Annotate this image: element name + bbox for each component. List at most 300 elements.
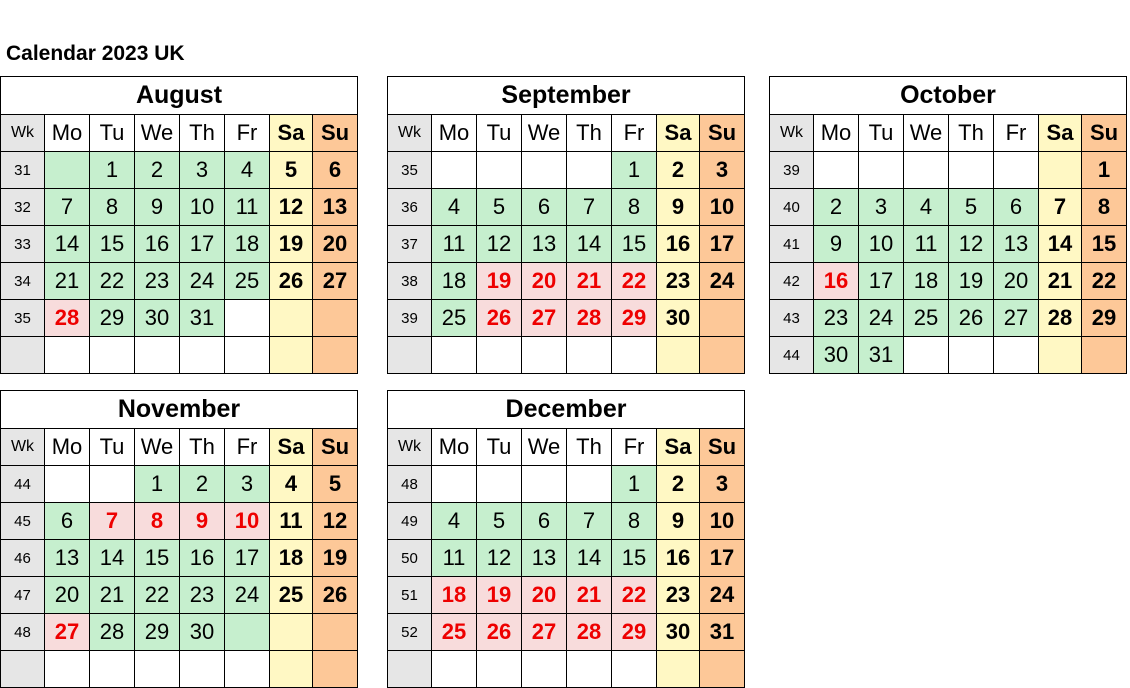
day-cell: 12 bbox=[477, 226, 522, 263]
week-number: 37 bbox=[388, 226, 432, 263]
day-cell: 2 bbox=[180, 466, 225, 503]
weekday-header: Sa bbox=[657, 115, 700, 152]
day-cell: 3 bbox=[700, 466, 745, 503]
day-cell: 16 bbox=[135, 226, 180, 263]
week-number: 48 bbox=[388, 466, 432, 503]
month-name: August bbox=[1, 77, 358, 115]
day-cell bbox=[994, 337, 1039, 374]
day-cell: 21 bbox=[45, 263, 90, 300]
day-cell bbox=[904, 337, 949, 374]
week-number bbox=[388, 651, 432, 688]
week-row bbox=[1, 614, 358, 651]
day-cell bbox=[45, 651, 90, 688]
day-cell: 14 bbox=[567, 540, 612, 577]
day-cell bbox=[522, 466, 567, 503]
week-number: 38 bbox=[388, 263, 432, 300]
weekday-header: We bbox=[135, 115, 180, 152]
day-cell bbox=[612, 651, 657, 688]
week-row bbox=[388, 577, 745, 614]
weekday-header: Mo bbox=[432, 429, 477, 466]
day-cell bbox=[135, 651, 180, 688]
day-cell bbox=[1039, 152, 1082, 189]
day-cell bbox=[904, 152, 949, 189]
month-calendar-october bbox=[769, 76, 1127, 374]
day-cell: 29 bbox=[1082, 300, 1127, 337]
week-row bbox=[1, 226, 358, 263]
day-cell: 4 bbox=[270, 466, 313, 503]
day-cell: 30 bbox=[814, 337, 859, 374]
day-cell: 7 bbox=[45, 189, 90, 226]
day-cell: 5 bbox=[313, 466, 358, 503]
weekday-header: Sa bbox=[270, 429, 313, 466]
day-cell: 10 bbox=[700, 503, 745, 540]
holiday-day-cell: 28 bbox=[567, 300, 612, 337]
month-name: October bbox=[770, 77, 1127, 115]
weekday-header: We bbox=[522, 429, 567, 466]
day-cell: 15 bbox=[1082, 226, 1127, 263]
day-cell: 28 bbox=[90, 614, 135, 651]
day-cell bbox=[612, 337, 657, 374]
day-cell: 23 bbox=[814, 300, 859, 337]
day-cell: 4 bbox=[904, 189, 949, 226]
day-cell: 25 bbox=[270, 577, 313, 614]
day-cell: 19 bbox=[949, 263, 994, 300]
day-cell: 5 bbox=[270, 152, 313, 189]
day-cell: 26 bbox=[270, 263, 313, 300]
week-number: 45 bbox=[1, 503, 45, 540]
day-cell bbox=[522, 651, 567, 688]
day-cell bbox=[90, 651, 135, 688]
weekday-header: Sa bbox=[1039, 115, 1082, 152]
week-number: 47 bbox=[1, 577, 45, 614]
day-cell bbox=[313, 337, 358, 374]
day-cell: 2 bbox=[814, 189, 859, 226]
day-cell bbox=[313, 300, 358, 337]
day-cell bbox=[477, 466, 522, 503]
day-cell: 18 bbox=[432, 263, 477, 300]
day-cell: 22 bbox=[1082, 263, 1127, 300]
day-cell: 18 bbox=[270, 540, 313, 577]
day-cell: 14 bbox=[90, 540, 135, 577]
day-cell: 13 bbox=[522, 226, 567, 263]
day-cell: 15 bbox=[612, 540, 657, 577]
day-cell: 27 bbox=[994, 300, 1039, 337]
weekday-header: Tu bbox=[90, 429, 135, 466]
day-cell: 11 bbox=[432, 226, 477, 263]
week-row bbox=[388, 152, 745, 189]
day-cell bbox=[522, 337, 567, 374]
weekday-header: Tu bbox=[477, 115, 522, 152]
day-cell: 26 bbox=[313, 577, 358, 614]
day-cell: 21 bbox=[90, 577, 135, 614]
weekday-header: Fr bbox=[225, 115, 270, 152]
day-cell bbox=[270, 614, 313, 651]
week-number bbox=[1, 651, 45, 688]
week-number-header: Wk bbox=[1, 115, 45, 152]
day-cell bbox=[225, 614, 270, 651]
day-cell: 16 bbox=[180, 540, 225, 577]
week-number: 43 bbox=[770, 300, 814, 337]
day-cell: 4 bbox=[225, 152, 270, 189]
day-cell bbox=[180, 651, 225, 688]
day-cell: 31 bbox=[859, 337, 904, 374]
day-cell bbox=[477, 337, 522, 374]
day-cell: 14 bbox=[45, 226, 90, 263]
holiday-day-cell: 27 bbox=[522, 300, 567, 337]
day-cell: 19 bbox=[313, 540, 358, 577]
day-cell bbox=[657, 651, 700, 688]
day-cell bbox=[477, 651, 522, 688]
day-cell: 14 bbox=[1039, 226, 1082, 263]
day-cell: 18 bbox=[225, 226, 270, 263]
day-cell: 6 bbox=[522, 503, 567, 540]
holiday-day-cell: 16 bbox=[814, 263, 859, 300]
holiday-day-cell: 7 bbox=[90, 503, 135, 540]
day-cell: 31 bbox=[180, 300, 225, 337]
day-cell: 18 bbox=[904, 263, 949, 300]
week-number: 34 bbox=[1, 263, 45, 300]
week-row bbox=[388, 337, 745, 374]
day-cell: 1 bbox=[1082, 152, 1127, 189]
day-cell: 11 bbox=[225, 189, 270, 226]
day-cell: 13 bbox=[45, 540, 90, 577]
weekday-header: We bbox=[522, 115, 567, 152]
day-cell bbox=[135, 337, 180, 374]
week-row bbox=[770, 263, 1127, 300]
weekday-header: Fr bbox=[612, 115, 657, 152]
day-cell: 5 bbox=[477, 189, 522, 226]
day-cell: 26 bbox=[949, 300, 994, 337]
day-cell: 23 bbox=[135, 263, 180, 300]
day-cell: 24 bbox=[225, 577, 270, 614]
day-cell: 11 bbox=[904, 226, 949, 263]
holiday-day-cell: 28 bbox=[45, 300, 90, 337]
day-cell bbox=[949, 152, 994, 189]
week-number: 42 bbox=[770, 263, 814, 300]
day-cell: 9 bbox=[657, 189, 700, 226]
weekday-header: Fr bbox=[612, 429, 657, 466]
day-cell: 8 bbox=[90, 189, 135, 226]
day-cell: 9 bbox=[814, 226, 859, 263]
week-row bbox=[388, 263, 745, 300]
holiday-day-cell: 20 bbox=[522, 263, 567, 300]
holiday-day-cell: 22 bbox=[612, 263, 657, 300]
weekday-header: We bbox=[904, 115, 949, 152]
week-row bbox=[1, 300, 358, 337]
week-row bbox=[388, 300, 745, 337]
day-cell bbox=[1039, 337, 1082, 374]
day-cell bbox=[432, 337, 477, 374]
weekday-header: Sa bbox=[657, 429, 700, 466]
holiday-day-cell: 21 bbox=[567, 577, 612, 614]
day-cell: 15 bbox=[90, 226, 135, 263]
day-cell: 2 bbox=[657, 466, 700, 503]
day-cell: 16 bbox=[657, 226, 700, 263]
weekday-header: Su bbox=[1082, 115, 1127, 152]
week-number: 48 bbox=[1, 614, 45, 651]
week-number-header: Wk bbox=[388, 429, 432, 466]
holiday-day-cell: 29 bbox=[612, 614, 657, 651]
day-cell bbox=[567, 337, 612, 374]
holiday-day-cell: 10 bbox=[225, 503, 270, 540]
day-cell: 4 bbox=[432, 503, 477, 540]
day-cell: 12 bbox=[477, 540, 522, 577]
day-cell bbox=[700, 300, 745, 337]
day-cell bbox=[180, 337, 225, 374]
day-cell bbox=[994, 152, 1039, 189]
day-cell: 22 bbox=[135, 577, 180, 614]
holiday-day-cell: 8 bbox=[135, 503, 180, 540]
day-cell: 25 bbox=[432, 300, 477, 337]
week-number bbox=[1, 337, 45, 374]
day-cell: 21 bbox=[1039, 263, 1082, 300]
day-cell: 1 bbox=[612, 152, 657, 189]
week-row bbox=[770, 337, 1127, 374]
day-cell bbox=[225, 651, 270, 688]
holiday-day-cell: 25 bbox=[432, 614, 477, 651]
day-cell bbox=[270, 300, 313, 337]
weekday-header: Th bbox=[949, 115, 994, 152]
day-cell: 1 bbox=[135, 466, 180, 503]
holiday-day-cell: 28 bbox=[567, 614, 612, 651]
day-cell: 30 bbox=[657, 300, 700, 337]
week-row bbox=[1, 337, 358, 374]
day-cell bbox=[949, 337, 994, 374]
day-cell: 5 bbox=[949, 189, 994, 226]
week-row bbox=[388, 614, 745, 651]
day-cell: 17 bbox=[700, 540, 745, 577]
weekday-header: Su bbox=[313, 429, 358, 466]
day-cell: 3 bbox=[859, 189, 904, 226]
day-cell: 10 bbox=[700, 189, 745, 226]
day-cell: 8 bbox=[612, 189, 657, 226]
day-cell: 23 bbox=[657, 577, 700, 614]
day-cell bbox=[657, 337, 700, 374]
week-number: 44 bbox=[770, 337, 814, 374]
week-row bbox=[388, 189, 745, 226]
day-cell: 12 bbox=[949, 226, 994, 263]
day-cell: 10 bbox=[180, 189, 225, 226]
holiday-day-cell: 29 bbox=[612, 300, 657, 337]
day-cell bbox=[432, 152, 477, 189]
day-cell: 17 bbox=[180, 226, 225, 263]
day-cell: 24 bbox=[859, 300, 904, 337]
week-row bbox=[388, 226, 745, 263]
day-cell: 6 bbox=[45, 503, 90, 540]
day-cell: 29 bbox=[90, 300, 135, 337]
day-cell: 3 bbox=[180, 152, 225, 189]
day-cell: 29 bbox=[135, 614, 180, 651]
day-cell: 7 bbox=[1039, 189, 1082, 226]
day-cell: 30 bbox=[180, 614, 225, 651]
day-cell: 2 bbox=[657, 152, 700, 189]
day-cell bbox=[225, 300, 270, 337]
week-number bbox=[388, 337, 432, 374]
holiday-day-cell: 19 bbox=[477, 577, 522, 614]
day-cell: 6 bbox=[994, 189, 1039, 226]
day-cell: 7 bbox=[567, 189, 612, 226]
day-cell: 25 bbox=[904, 300, 949, 337]
holiday-day-cell: 21 bbox=[567, 263, 612, 300]
day-cell: 17 bbox=[225, 540, 270, 577]
day-cell bbox=[859, 152, 904, 189]
week-row bbox=[770, 152, 1127, 189]
day-cell: 13 bbox=[522, 540, 567, 577]
week-row bbox=[1, 152, 358, 189]
day-cell: 4 bbox=[432, 189, 477, 226]
week-number: 49 bbox=[388, 503, 432, 540]
holiday-day-cell: 27 bbox=[522, 614, 567, 651]
day-cell: 15 bbox=[612, 226, 657, 263]
day-cell: 24 bbox=[180, 263, 225, 300]
day-cell: 10 bbox=[859, 226, 904, 263]
week-number: 39 bbox=[388, 300, 432, 337]
week-row bbox=[1, 577, 358, 614]
day-cell bbox=[90, 337, 135, 374]
holiday-day-cell: 22 bbox=[612, 577, 657, 614]
day-cell bbox=[700, 651, 745, 688]
week-number: 35 bbox=[1, 300, 45, 337]
day-cell: 17 bbox=[859, 263, 904, 300]
day-cell: 15 bbox=[135, 540, 180, 577]
month-name: December bbox=[388, 391, 745, 429]
month-name: September bbox=[388, 77, 745, 115]
week-row bbox=[388, 651, 745, 688]
holiday-day-cell: 18 bbox=[432, 577, 477, 614]
week-row bbox=[1, 651, 358, 688]
day-cell bbox=[432, 466, 477, 503]
week-number: 44 bbox=[1, 466, 45, 503]
day-cell bbox=[700, 337, 745, 374]
day-cell bbox=[313, 651, 358, 688]
holiday-day-cell: 27 bbox=[45, 614, 90, 651]
holiday-day-cell: 26 bbox=[477, 614, 522, 651]
day-cell bbox=[567, 466, 612, 503]
month-calendar-august bbox=[0, 76, 358, 374]
weekday-header: Mo bbox=[45, 429, 90, 466]
day-cell: 31 bbox=[700, 614, 745, 651]
day-cell: 24 bbox=[700, 263, 745, 300]
week-number: 36 bbox=[388, 189, 432, 226]
day-cell bbox=[225, 337, 270, 374]
day-cell bbox=[270, 337, 313, 374]
week-row bbox=[388, 540, 745, 577]
day-cell: 12 bbox=[270, 189, 313, 226]
day-cell: 3 bbox=[225, 466, 270, 503]
day-cell: 6 bbox=[522, 189, 567, 226]
day-cell: 9 bbox=[657, 503, 700, 540]
day-cell: 2 bbox=[135, 152, 180, 189]
week-number: 32 bbox=[1, 189, 45, 226]
day-cell bbox=[522, 152, 567, 189]
day-cell: 23 bbox=[657, 263, 700, 300]
weekday-header: Mo bbox=[45, 115, 90, 152]
weekday-header: Su bbox=[313, 115, 358, 152]
week-number: 35 bbox=[388, 152, 432, 189]
day-cell bbox=[432, 651, 477, 688]
weekday-header: Su bbox=[700, 429, 745, 466]
weekday-header: We bbox=[135, 429, 180, 466]
day-cell: 20 bbox=[45, 577, 90, 614]
weekday-header: Sa bbox=[270, 115, 313, 152]
day-cell: 27 bbox=[313, 263, 358, 300]
month-name: November bbox=[1, 391, 358, 429]
day-cell bbox=[45, 466, 90, 503]
week-row bbox=[770, 189, 1127, 226]
day-cell bbox=[45, 337, 90, 374]
week-number: 33 bbox=[1, 226, 45, 263]
day-cell: 16 bbox=[657, 540, 700, 577]
weekday-header: Mo bbox=[814, 115, 859, 152]
week-number: 51 bbox=[388, 577, 432, 614]
month-calendar-november bbox=[0, 390, 358, 688]
month-calendar-september bbox=[387, 76, 745, 374]
holiday-day-cell: 20 bbox=[522, 577, 567, 614]
week-number: 40 bbox=[770, 189, 814, 226]
calendar-title: Calendar 2023 UK bbox=[6, 42, 185, 65]
day-cell bbox=[567, 651, 612, 688]
day-cell: 28 bbox=[1039, 300, 1082, 337]
week-row bbox=[1, 540, 358, 577]
week-number: 41 bbox=[770, 226, 814, 263]
day-cell: 8 bbox=[612, 503, 657, 540]
weekday-header: Tu bbox=[90, 115, 135, 152]
day-cell: 23 bbox=[180, 577, 225, 614]
day-cell: 3 bbox=[700, 152, 745, 189]
day-cell: 5 bbox=[477, 503, 522, 540]
day-cell: 25 bbox=[225, 263, 270, 300]
day-cell bbox=[1082, 337, 1127, 374]
day-cell bbox=[814, 152, 859, 189]
weekday-header: Th bbox=[180, 115, 225, 152]
week-row bbox=[1, 503, 358, 540]
day-cell: 12 bbox=[313, 503, 358, 540]
day-cell bbox=[477, 152, 522, 189]
day-cell bbox=[270, 651, 313, 688]
day-cell: 11 bbox=[270, 503, 313, 540]
week-number-header: Wk bbox=[770, 115, 814, 152]
week-number-header: Wk bbox=[388, 115, 432, 152]
day-cell: 30 bbox=[657, 614, 700, 651]
day-cell: 20 bbox=[313, 226, 358, 263]
weekday-header: Th bbox=[567, 429, 612, 466]
week-number: 46 bbox=[1, 540, 45, 577]
week-row bbox=[1, 189, 358, 226]
weekday-header: Su bbox=[700, 115, 745, 152]
weekday-header: Tu bbox=[477, 429, 522, 466]
day-cell: 1 bbox=[612, 466, 657, 503]
holiday-day-cell: 19 bbox=[477, 263, 522, 300]
week-row bbox=[1, 263, 358, 300]
day-cell: 30 bbox=[135, 300, 180, 337]
day-cell bbox=[90, 466, 135, 503]
day-cell: 9 bbox=[135, 189, 180, 226]
holiday-day-cell: 26 bbox=[477, 300, 522, 337]
week-number: 31 bbox=[1, 152, 45, 189]
week-row bbox=[770, 226, 1127, 263]
day-cell: 13 bbox=[994, 226, 1039, 263]
day-cell: 6 bbox=[313, 152, 358, 189]
day-cell bbox=[313, 614, 358, 651]
week-row bbox=[388, 466, 745, 503]
week-number: 39 bbox=[770, 152, 814, 189]
day-cell: 7 bbox=[567, 503, 612, 540]
day-cell: 20 bbox=[994, 263, 1039, 300]
day-cell: 8 bbox=[1082, 189, 1127, 226]
week-number: 52 bbox=[388, 614, 432, 651]
week-row bbox=[1, 466, 358, 503]
weekday-header: Th bbox=[180, 429, 225, 466]
